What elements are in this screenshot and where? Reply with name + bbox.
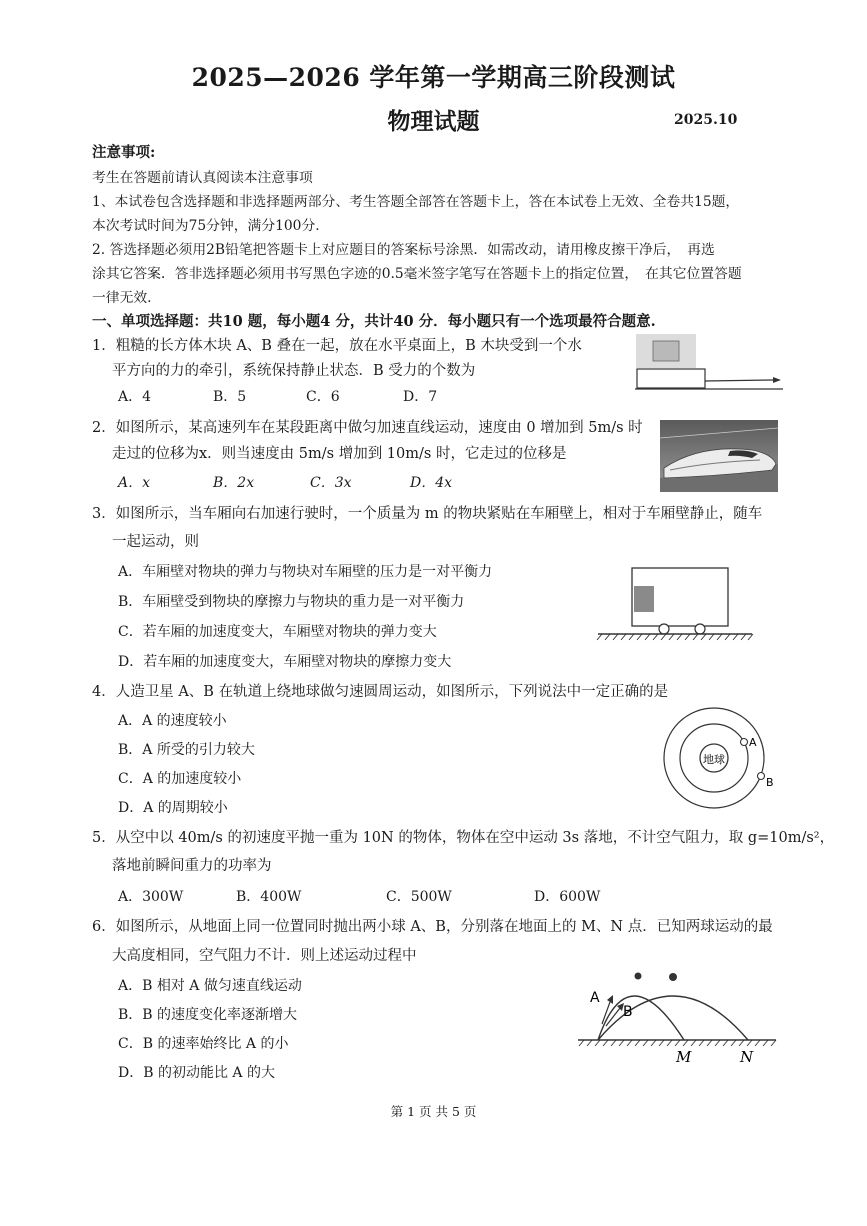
question-3-option-c: C．若车厢的加速度变大，车厢壁对物块的弹力变大 — [118, 624, 437, 640]
question-4-stem: 4．人造卫星 A、B 在轨道上绕地球做匀速圆周运动，如图所示，下列说法中一定正确的是 — [92, 684, 669, 700]
section-heading: 一、单项选择题：共10 题，每小题4 分，共计40 分．每小题只有一个选项最符合题意. — [92, 313, 656, 330]
question-3-option-a: A．车厢壁对物块的弹力与物块对车厢壁的压力是一对平衡力 — [118, 564, 493, 580]
question-1-stem: 1．粗糙的长方体木块 A、B 叠在一起，放在水平桌面上，B 木块受到一个水 — [92, 338, 582, 354]
question-4-option-a: A．A 的速度较小 — [118, 713, 227, 729]
question-3-option-d: D．若车厢的加速度变大，车厢壁对物块的摩擦力变大 — [118, 654, 452, 670]
question-5-option-c: C．500W — [386, 889, 452, 905]
question-5-stem: 落地前瞬间重力的功率为 — [112, 858, 272, 874]
ball-b-label: B — [623, 1004, 633, 1020]
point-n-label: N — [740, 1048, 754, 1066]
question-6-stem: 6．如图所示，从地面上同一位置同时抛出两小球 A、B，分别落在地面上的 M、N 点．已知两球运动的最 — [92, 919, 773, 935]
question-6-option-b: B．B 的速度变化率逐渐增大 — [118, 1007, 298, 1023]
question-5-option-a: A．300W — [118, 889, 184, 905]
orbit-figure — [660, 706, 780, 816]
notice-heading: 注意事项: — [92, 144, 156, 161]
question-1-stem: 平方向的力的牵引，系统保持静止状态．B 受力的个数为 — [112, 363, 476, 379]
earth-label: 地球 — [703, 753, 725, 766]
satellite-b-label: B — [766, 776, 774, 789]
carriage-figure — [596, 566, 756, 648]
notice-line: 1、本试卷包含选择题和非选择题两部分、考生答题全部答在答题卡上，答在本试卷上无效、全卷共15题， — [92, 194, 740, 210]
question-2-stem: 2．如图所示，某高速列车在某段距离中做匀加速直线运动，速度由 0 增加到 5m/s 时 — [92, 420, 643, 436]
question-1-option-a: A．4 — [118, 389, 152, 405]
exam-title: 2025—2026 学年第一学期高三阶段测试 — [191, 63, 676, 92]
question-3-stem: 3．如图所示，当车厢向右加速行驶时，一个质量为 m 的物块紧贴在车厢壁上，相对于车厢壁静止，随车 — [92, 506, 763, 522]
question-2-option-c: C．3x — [310, 475, 352, 491]
question-6-option-a: A．B 相对 A 做匀速直线运动 — [118, 978, 302, 994]
question-1-option-d: D．7 — [403, 389, 438, 405]
projectile-figure — [576, 968, 781, 1068]
notice-line: 2. 答选择题必须用2B铅笔把答题卡上对应题目的答案标号涂黑．如需改动，请用橡皮擦干净后， 再选 — [92, 242, 715, 258]
notice-line: 本次考试时间为75分钟，满分100分. — [92, 218, 320, 234]
question-2-option-a: A．x — [118, 475, 151, 491]
notice-line: 涂其它答案．答非选择题必须用书写黑色字迹的0.5毫米签字笔写在答题卡上的指定位置， 在其它位置答题 — [92, 266, 742, 282]
question-2-option-b: B．2x — [213, 475, 255, 491]
question-4-option-d: D．A 的周期较小 — [118, 800, 228, 816]
point-m-label: M — [676, 1048, 692, 1066]
question-6-option-c: C．B 的速率始终比 A 的小 — [118, 1036, 289, 1052]
train-photo — [660, 420, 778, 492]
question-1-option-c: C．6 — [306, 389, 340, 405]
question-6-option-d: D．B 的初动能比 A 的大 — [118, 1065, 275, 1081]
exam-date: 2025.10 — [674, 112, 738, 128]
question-4-option-c: C．A 的加速度较小 — [118, 771, 242, 787]
subject-title: 物理试题 — [387, 108, 480, 135]
question-5-option-b: B．400W — [236, 889, 302, 905]
question-5-stem: 5．从空中以 40m/s 的初速度平抛一重为 10N 的物体，物体在空中运动 3s 落地，不计空气阻力，取 g=10m/s²， — [92, 830, 835, 846]
notice-line: 考生在答题前请认真阅读本注意事项 — [92, 170, 313, 186]
notice-line: 一律无效. — [92, 290, 152, 306]
question-2-stem: 走过的位移为x．则当速度由 5m/s 增加到 10m/s 时，它走过的位移是 — [112, 446, 567, 462]
question-1-option-b: B．5 — [213, 389, 247, 405]
question-2-option-d: D．4x — [410, 475, 453, 491]
question-4-option-b: B．A 所受的引力较大 — [118, 742, 255, 758]
satellite-a-label: A — [749, 736, 757, 749]
question-3-stem: 一起运动，则 — [112, 534, 199, 550]
page-number: 第 1 页 共 5 页 — [390, 1104, 477, 1119]
question-3-option-b: B．车厢壁受到物块的摩擦力与物块的重力是一对平衡力 — [118, 594, 465, 610]
question-5-option-d: D．600W — [534, 889, 601, 905]
blocks-figure — [635, 333, 785, 403]
question-6-stem: 大高度相同，空气阻力不计．则上述运动过程中 — [112, 948, 417, 964]
ball-a-label: A — [590, 990, 600, 1006]
